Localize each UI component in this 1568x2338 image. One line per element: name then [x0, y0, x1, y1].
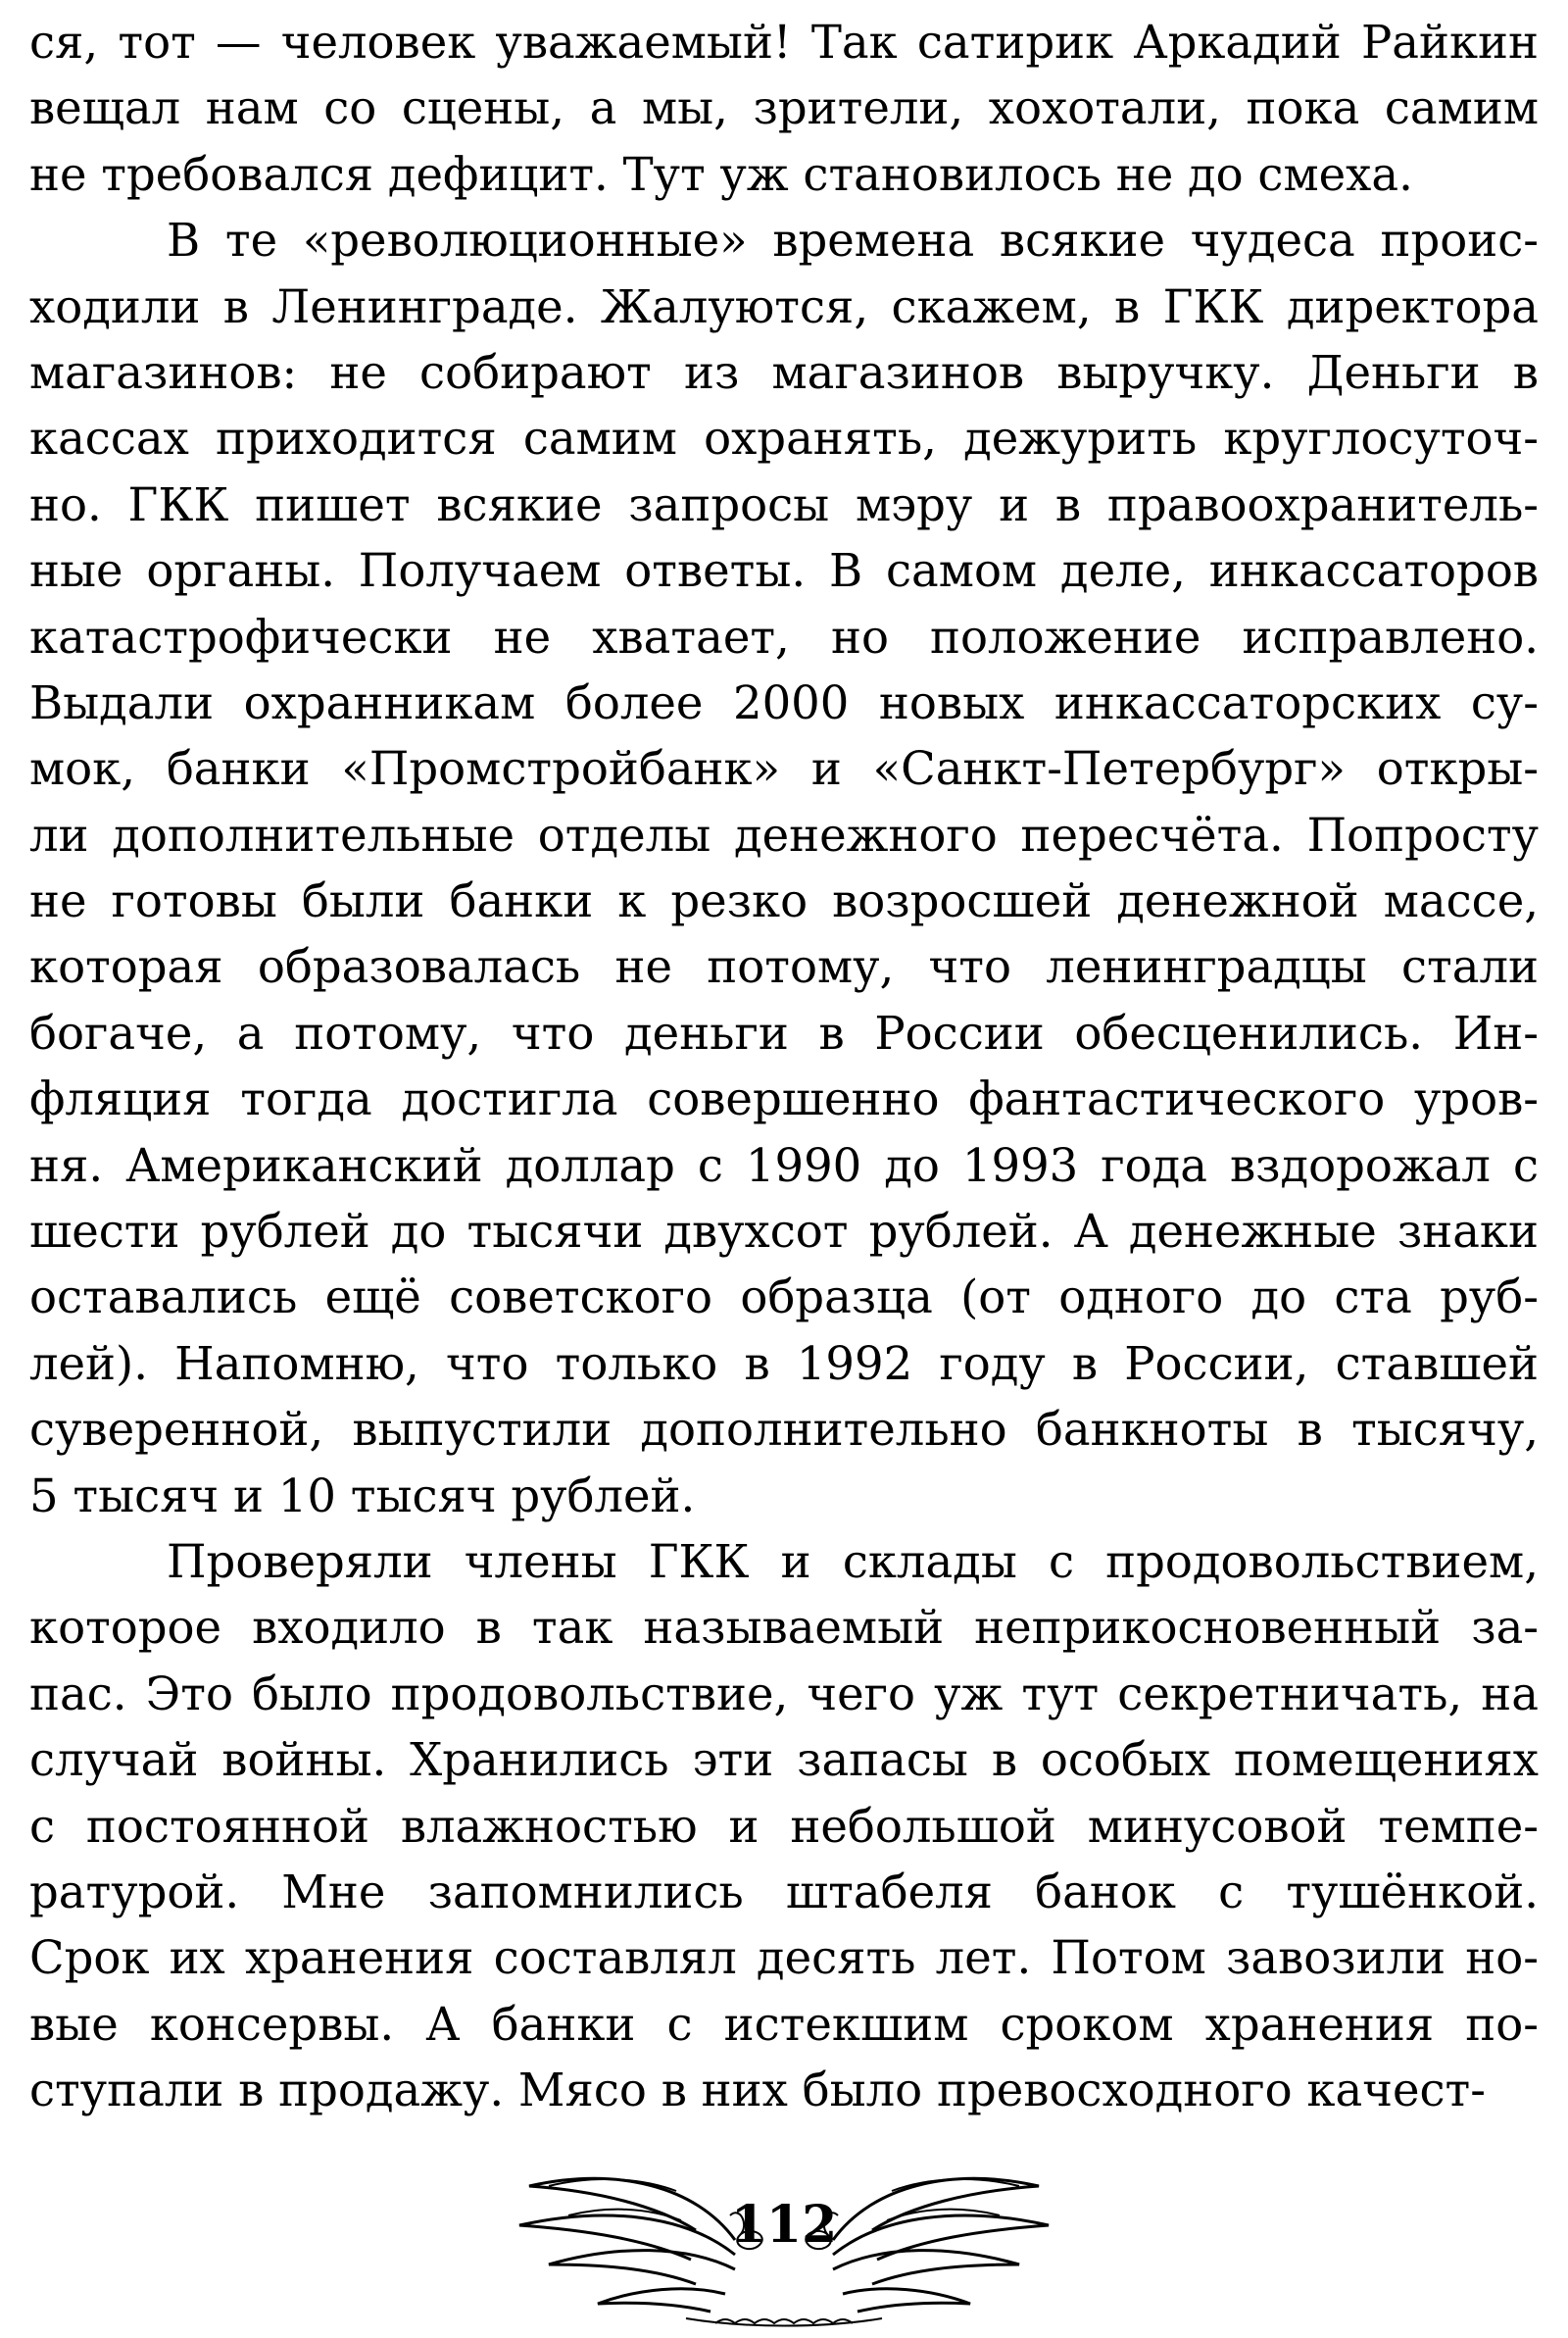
text-line: Выдали охранникам более 2000 новых инкассаторских су- — [29, 675, 1539, 729]
text-line: катастрофически не хватает, но положение исправлено. — [29, 610, 1539, 664]
text-line: ные органы. Получаем ответы. В самом деле, инкассаторов — [29, 544, 1539, 598]
text-line: Проверяли члены ГКК и склады с продовольствием, — [167, 1534, 1539, 1588]
text-line: которая образовалась не потому, что ленинградцы стали — [29, 940, 1539, 994]
body-text — [29, 10, 1539, 2124]
text-line: с постоянной влажностью и небольшой минусовой темпе- — [29, 1799, 1539, 1853]
text-line: не готовы были банки к резко возросшей денежной массе, — [29, 874, 1539, 928]
text-line: вые консервы. А банки с истекшим сроком хранения по- — [29, 1997, 1539, 2051]
text-line: оставались ещё советского образца (от одного до ста руб- — [29, 1270, 1539, 1324]
text-line: вещал нам со сцены, а мы, зрители, хохотали, пока самим — [29, 81, 1539, 135]
text-line: ся, тот — человек уважаемый! Так сатирик Аркадий Райкин — [29, 16, 1539, 69]
text-line: ратурой. Мне запомнились штабеля банок с тушёнкой. — [29, 1865, 1539, 1918]
text-line: фляция тогда достигла совершенно фантастического уров- — [29, 1072, 1539, 1126]
page-number: 112 — [730, 2195, 838, 2255]
text-line: кассах приходится самим охранять, дежурить круглосуточ- — [29, 412, 1539, 466]
text-line: В те «революционные» времена всякие чудеса проис- — [167, 214, 1539, 268]
text-line: но. ГКК пишет всякие запросы мэру и в правоохранитель- — [29, 477, 1539, 531]
text-line: не требовался дефицит. Тут уж становилось не до смеха. — [29, 147, 1413, 201]
text-line: ли дополнительные отделы денежного пересчёта. Попросту — [29, 808, 1539, 862]
text-line: богаче, а потому, что деньги в России обесценились. Ин- — [29, 1006, 1539, 1060]
text-line: которое входило в так называемый неприкосновенный за- — [29, 1601, 1539, 1655]
text-line: 5 тысяч и 10 тысяч рублей. — [29, 1468, 696, 1522]
text-line: мок, банки «Промстройбанк» и «Санкт-Петербург» откры- — [29, 742, 1539, 796]
text-line: ня. Американский доллар с 1990 до 1993 года вздорожал с — [29, 1138, 1539, 1192]
text-line: ступали в продажу. Мясо в них было превосходного качест- — [29, 2064, 1486, 2117]
text-line: лей). Напомню, что только в 1992 году в России, ставшей — [29, 1336, 1539, 1390]
text-line: ходили в Ленинграде. Жалуются, скажем, в ГКК директора — [29, 279, 1539, 333]
text-line: Срок их хранения составлял десять лет. Потом завозили но- — [29, 1931, 1539, 1985]
text-line: магазинов: не собирают из магазинов выручку. Деньги в — [29, 345, 1539, 399]
text-line: пас. Это было продовольствие, чего уж тут секретничать, на — [29, 1666, 1539, 1720]
text-line: случай войны. Хранились эти запасы в особых помещениях — [29, 1733, 1539, 1787]
text-line: суверенной, выпустили дополнительно банкноты в тысячу, — [29, 1403, 1539, 1457]
text-line: шести рублей до тысячи двухсот рублей. А денежные знаки — [29, 1205, 1539, 1259]
